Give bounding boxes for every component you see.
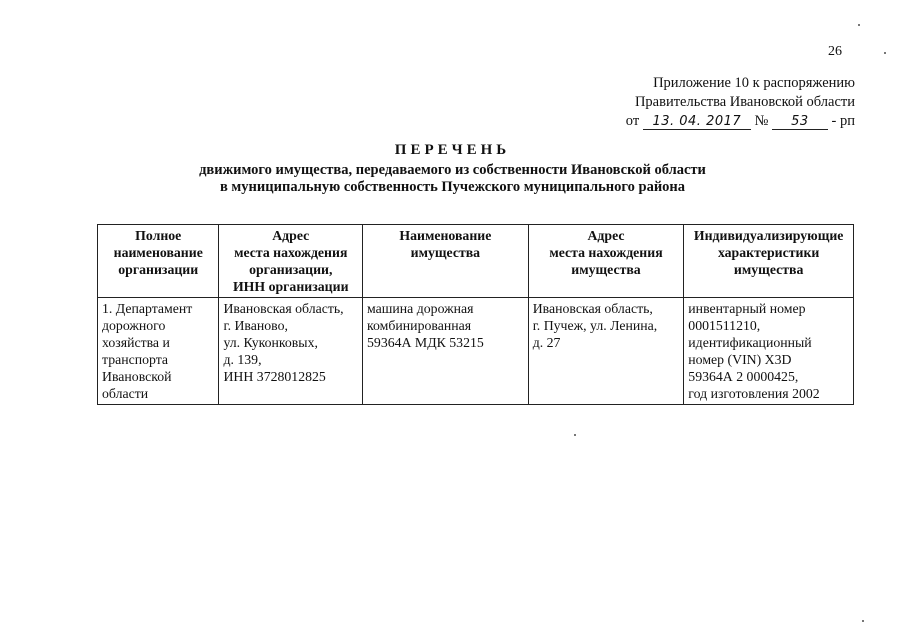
order-reference: [626, 112, 855, 131]
cell-line: дорожного: [102, 318, 166, 333]
header-line: места нахождения: [234, 245, 348, 260]
header-line: характеристики: [717, 245, 820, 260]
cell-line: ИНН 3728012825: [223, 369, 326, 384]
cell-line: г. Пучеж, ул. Ленина,: [532, 318, 658, 333]
cell-line: области: [102, 386, 149, 401]
header-line: организации: [118, 262, 199, 277]
cell-line: Ивановской: [102, 369, 172, 384]
cell-line: год изготовления 2002: [688, 386, 820, 401]
cell-line: комбинированная: [367, 318, 472, 333]
scan-speck: [574, 434, 576, 436]
scan-speck: [862, 620, 864, 622]
cell-line: д. 27: [532, 335, 561, 350]
cell-line: транспорта: [102, 352, 169, 367]
header-organization-name: [98, 225, 219, 298]
cell-line: идентификационный: [688, 335, 812, 350]
order-date-handwritten: 13. 04. 2017: [643, 115, 751, 130]
cell-property-name: [363, 298, 529, 405]
appendix-line-2: Правительства Ивановской области: [634, 94, 855, 110]
cell-line: Ивановская область,: [223, 301, 344, 316]
header-line: ИНН организации: [232, 279, 349, 294]
cell-line: 59364А МДК 53215: [367, 335, 484, 350]
header-line: организации,: [249, 262, 333, 277]
cell-line: 0001511210,: [688, 318, 761, 333]
cell-property-address: [528, 298, 684, 405]
header-line: места нахождения: [549, 245, 663, 260]
header-line: имущества: [410, 245, 481, 260]
scan-speck: [884, 52, 886, 54]
page-number: 26: [828, 44, 842, 59]
document-title-block: [0, 142, 905, 196]
header-line: Наименование: [399, 228, 492, 243]
cell-organization-address: [219, 298, 363, 405]
header-line: имущества: [571, 262, 641, 277]
property-table: [97, 224, 854, 405]
cell-line: 59364А 2 0000425,: [688, 369, 799, 384]
scan-speck: [858, 24, 860, 26]
header-line: Адрес: [272, 228, 310, 243]
cell-line: хозяйства и: [102, 335, 170, 350]
cell-property-characteristics: [684, 298, 854, 405]
cell-line: номер (VIN) X3D: [688, 352, 792, 367]
order-suffix: - рп: [831, 113, 855, 129]
header-line: имущества: [733, 262, 804, 277]
header-property-name: [363, 225, 529, 298]
cell-line: машина дорожная: [367, 301, 474, 316]
table-header-row: [98, 225, 854, 298]
header-property-address: [528, 225, 684, 298]
appendix-line-1: Приложение 10 к распоряжению: [653, 75, 855, 91]
table-row: [98, 298, 854, 405]
header-line: наименование: [113, 245, 203, 260]
document-subtitle-line-1: движимого имущества, передаваемого из собственности Ивановской области: [199, 162, 706, 178]
order-number-handwritten: 53: [772, 115, 828, 130]
document-subtitle-line-2: в муниципальную собственность Пучежского муниципального района: [219, 179, 686, 195]
header-line: Полное: [135, 228, 182, 243]
cell-line: ул. Куконковых,: [223, 335, 318, 350]
cell-line: Ивановская область,: [532, 301, 653, 316]
order-number-sign: №: [754, 113, 769, 129]
order-prefix: от: [625, 113, 640, 129]
cell-line: г. Иваново,: [223, 318, 288, 333]
cell-line: инвентарный номер: [688, 301, 806, 316]
appendix-block: [626, 74, 855, 131]
cell-organization-name: [98, 298, 219, 405]
cell-line: д. 139,: [223, 352, 262, 367]
header-property-characteristics: [684, 225, 854, 298]
document-title: ПЕРЕЧЕНЬ: [394, 142, 511, 158]
header-organization-address: [219, 225, 363, 298]
header-line: Адрес: [587, 228, 625, 243]
header-line: Индивидуализирующие: [693, 228, 844, 243]
cell-line: 1. Департамент: [102, 301, 193, 316]
